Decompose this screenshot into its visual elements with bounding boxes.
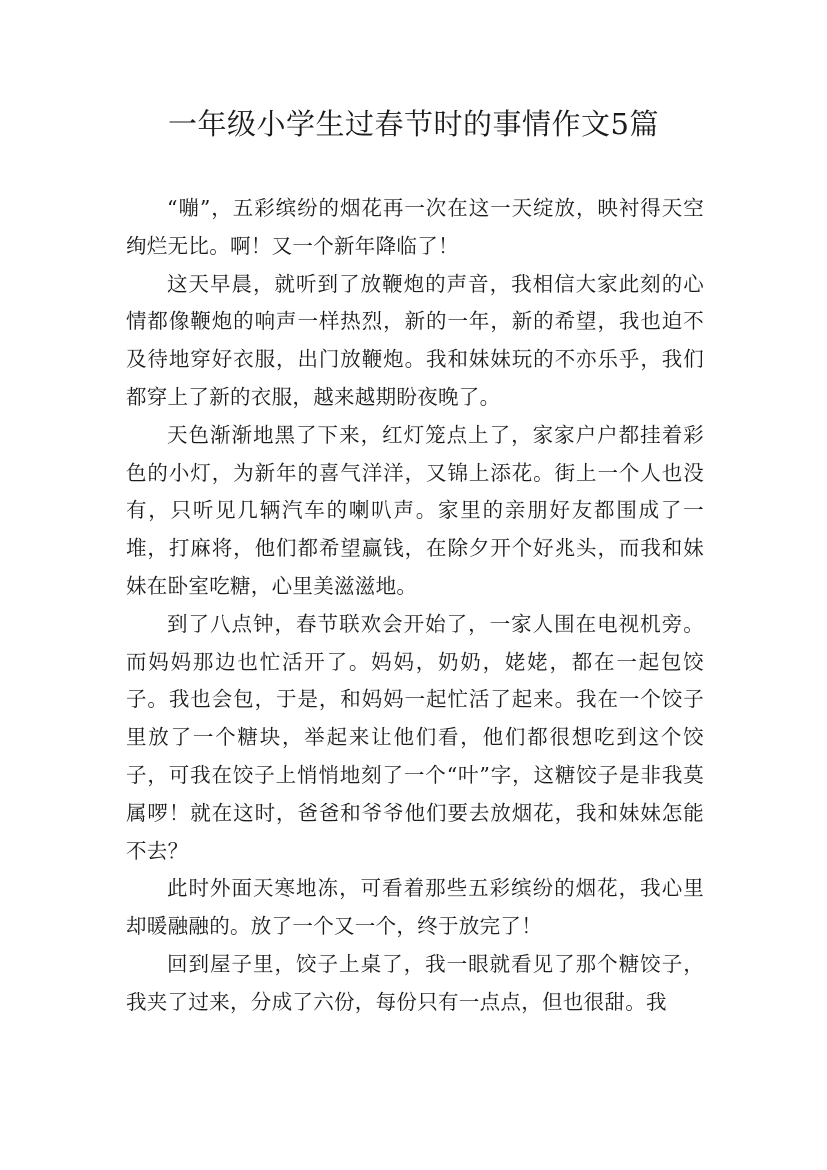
paragraph-2: 这天早晨，就听到了放鞭炮的声音，我相信大家此刻的心情都像鞭炮的响声一样热烈，新的一年，新的希望，我也迫不及待地穿好衣服，出门放鞭炮。我和妹妹玩的不亦乐乎，我们都穿上了新的衣服，越来越期盼夜晚了。 (126, 271, 704, 409)
paragraph-5: 此时外面天寒地冻，可看着那些五彩缤纷的烟花，我心里却暖融融的。放了一个又一个，终于放完了！ (126, 876, 704, 939)
paragraph-1: “嘣”，五彩缤纷的烟花再一次在这一天绽放，映衬得天空绚烂无比。啊！又一个新年降临了！ (126, 196, 704, 258)
document-body (126, 190, 704, 1022)
document-title: 一年级小学生过春节时的事情作文5篇 (168, 107, 659, 141)
paragraph-6: 回到屋子里，饺子上桌了，我一眼就看见了那个糖饺子，我夹了过来，分成了六份，每份只有一点点，但也很甜。我 (126, 951, 704, 1014)
paragraph-3: 天色渐渐地黑了下来，红灯笼点上了，家家户户都挂着彩色的小灯，为新年的喜气洋洋，又锦上添花。街上一个人也没有，只听见几辆汽车的喇叭声。家里的亲朋好友都围成了一堆，打麻将，他们都希望赢钱，在除夕开个好兆头，而我和妹妹在卧室吃糖，心里美滋滋地。 (126, 422, 704, 598)
paragraph-4: 到了八点钟，春节联欢会开始了，一家人围在电视机旁。而妈妈那边也忙活开了。妈妈，奶奶，姥姥，都在一起包饺子。我也会包，于是，和妈妈一起忙活了起来。我在一个饺子里放了一个糖块，举起来让他们看，他们都很想吃到这个饺子，可我在饺子上悄悄地刻了一个“叶”字，这糖饺子是非我莫属啰！就在这时，爸爸和爷爷他们要去放烟花，我和妹妹怎能不去？ (126, 611, 704, 863)
